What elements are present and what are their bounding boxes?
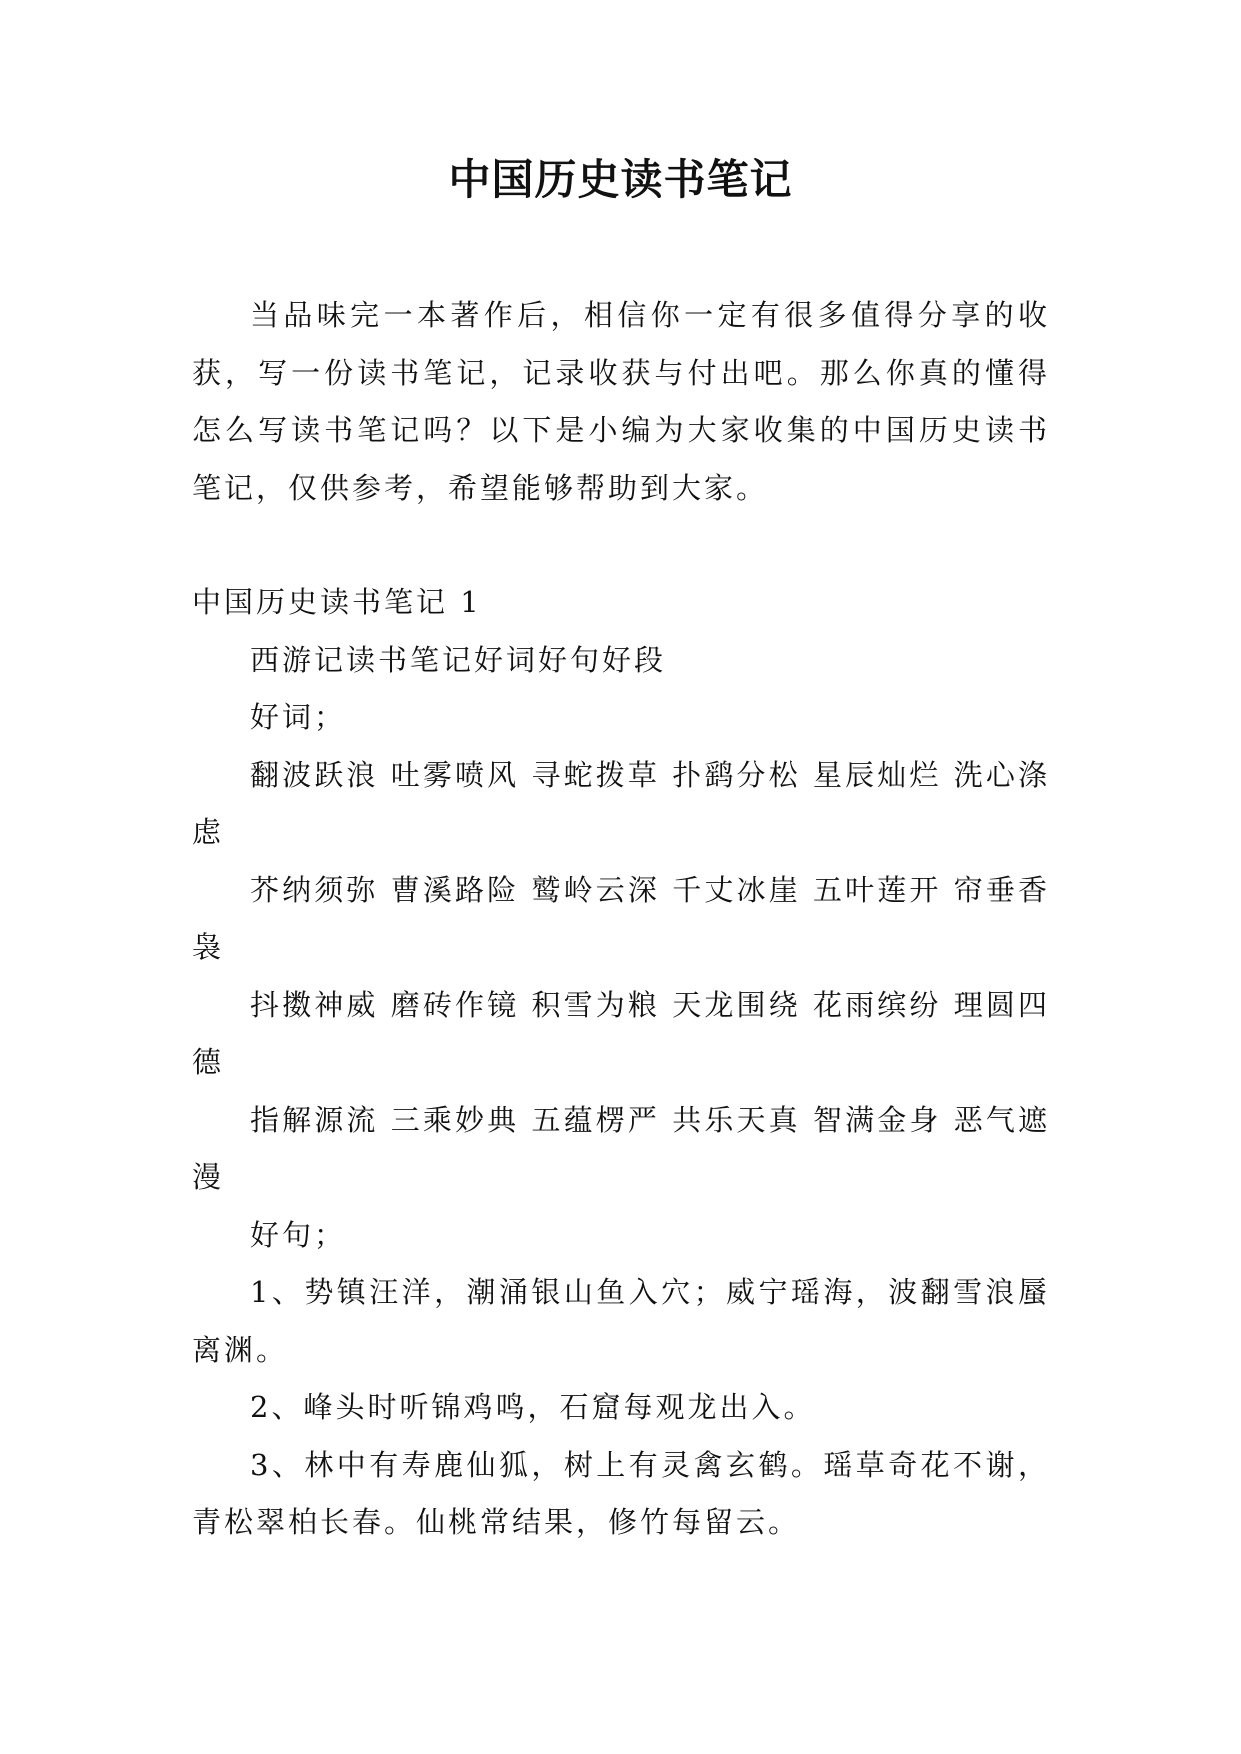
document-body bbox=[192, 287, 1050, 1552]
good-words-line: 指解源流 三乘妙典 五蕴楞严 共乐天真 智满金身 恶气遮漫 bbox=[192, 1102, 1050, 1194]
good-words-label: 好词； bbox=[250, 700, 347, 734]
intro-paragraph: 当品味完一本著作后，相信你一定有很多值得分享的收获，写一份读书笔记，记录收获与付出吧。那么你真的懂得怎么写读书笔记吗？以下是小编为大家收集的中国历史读书笔记，仅供参考，希望能够帮助到大家。 bbox=[192, 298, 1050, 505]
good-words-line: 翻波跃浪 吐雾喷风 寻蛇拨草 扑鹞分松 星辰灿烂 洗心涤虑 bbox=[192, 757, 1050, 849]
good-sentence: 1、势镇汪洋，潮涌银山鱼入穴；威宁瑶海，波翻雪浪蜃离渊。 bbox=[192, 1275, 1050, 1367]
good-sentence: 3、林中有寿鹿仙狐，树上有灵禽玄鹤。瑶草奇花不谢，青松翠柏长春。仙桃常结果，修竹每留云。 bbox=[192, 1447, 1050, 1539]
section-subtitle: 西游记读书笔记好词好句好段 bbox=[250, 642, 667, 677]
section-heading: 中国历史读书笔记 1 bbox=[192, 585, 482, 619]
good-sentences-label: 好句； bbox=[250, 1217, 347, 1252]
good-sentence: 2、峰头时听锦鸡鸣，石窟每观龙出入。 bbox=[250, 1390, 816, 1424]
good-words-line: 芥纳须弥 曹溪路险 鹫岭云深 千丈冰崖 五叶莲开 帘垂香袅 bbox=[192, 872, 1050, 964]
document-title: 中国历史读书笔记 bbox=[448, 155, 793, 204]
good-words-line: 抖擞神威 磨砖作镜 积雪为粮 天龙围绕 花雨缤纷 理圆四德 bbox=[192, 987, 1050, 1079]
